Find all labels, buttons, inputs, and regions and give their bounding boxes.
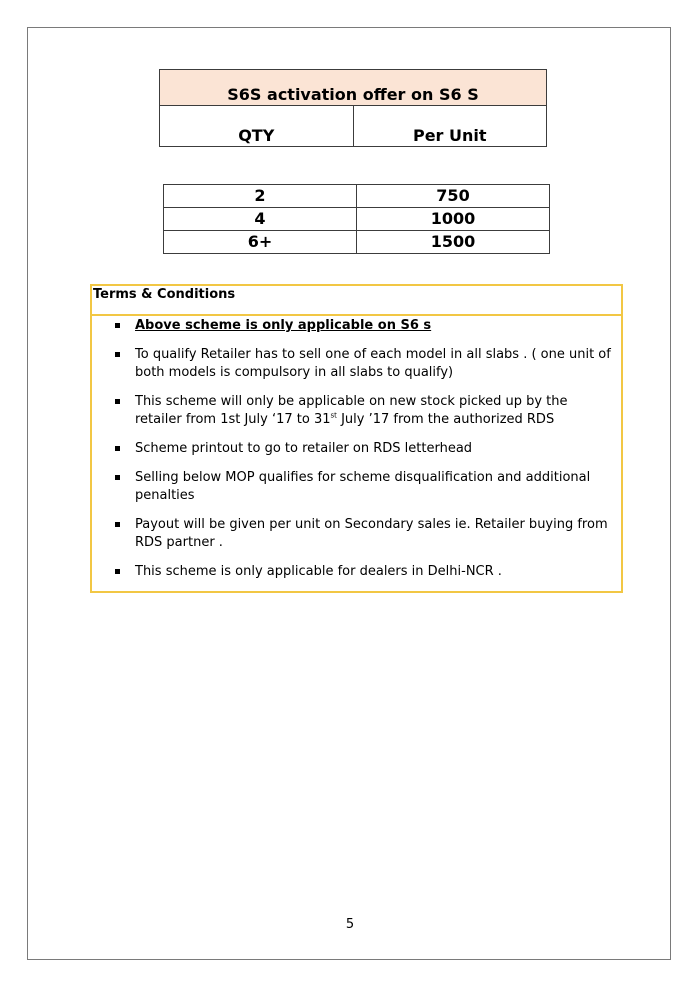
page-number: 5 [345, 917, 355, 932]
column-header-per-unit [353, 106, 547, 147]
table-row [164, 231, 550, 254]
per-unit-cell: 1500 [357, 231, 550, 254]
qty-cell: 4 [164, 208, 357, 231]
list-item-text: Above scheme is only applicable on S6 s [135, 318, 432, 333]
square-bullet-icon [115, 399, 120, 404]
list-item-text-part: This scheme will only be applicable on new stock picked up by the retailer from 1st July ‘17 to 31 [135, 394, 568, 427]
list-item [92, 469, 621, 505]
per-unit-cell: 1000 [357, 208, 550, 231]
list-item [92, 516, 621, 552]
terms-heading: Terms & Conditions [92, 286, 621, 316]
offer-title: S6S activation offer on S6 S [227, 85, 479, 104]
qty-cell: 6+ [164, 231, 357, 254]
list-item [92, 563, 621, 581]
square-bullet-icon [115, 352, 120, 357]
terms-box [90, 284, 623, 593]
column-header-qty [160, 106, 354, 147]
qty-cell: 2 [164, 185, 357, 208]
square-bullet-icon [115, 475, 120, 480]
list-item-text: Payout will be given per unit on Secondary sales ie. Retailer buying from RDS partner . [135, 517, 608, 550]
column-header-per-unit-label: Per Unit [412, 126, 487, 145]
list-item [92, 393, 621, 429]
terms-list [92, 317, 621, 581]
list-item [92, 440, 621, 458]
column-header-qty-label: QTY [238, 126, 275, 145]
table-row [164, 185, 550, 208]
square-bullet-icon [115, 446, 120, 451]
square-bullet-icon [115, 569, 120, 574]
square-bullet-icon [115, 323, 120, 328]
per-unit-cell: 750 [357, 185, 550, 208]
square-bullet-icon [115, 522, 120, 527]
table-row [164, 208, 550, 231]
list-item-text [135, 394, 568, 427]
list-item-text: This scheme is only applicable for dealers in Delhi-NCR . [135, 564, 502, 579]
list-item [92, 346, 621, 382]
list-item-text-part: July ’17 from the authorized RDS [336, 412, 555, 427]
list-item-text: Selling below MOP qualifies for scheme disqualification and additional penalties [135, 470, 591, 503]
list-item [92, 317, 621, 335]
list-item-text: Scheme printout to go to retailer on RDS letterhead [135, 441, 473, 456]
list-item-text: To qualify Retailer has to sell one of each model in all slabs . ( one unit of both models is compulsory in all slabs to qualify) [135, 347, 611, 380]
ordinal-suffix: st [330, 411, 337, 420]
slab-table [163, 184, 550, 254]
offer-title-cell [160, 70, 547, 106]
offer-table [159, 69, 547, 147]
